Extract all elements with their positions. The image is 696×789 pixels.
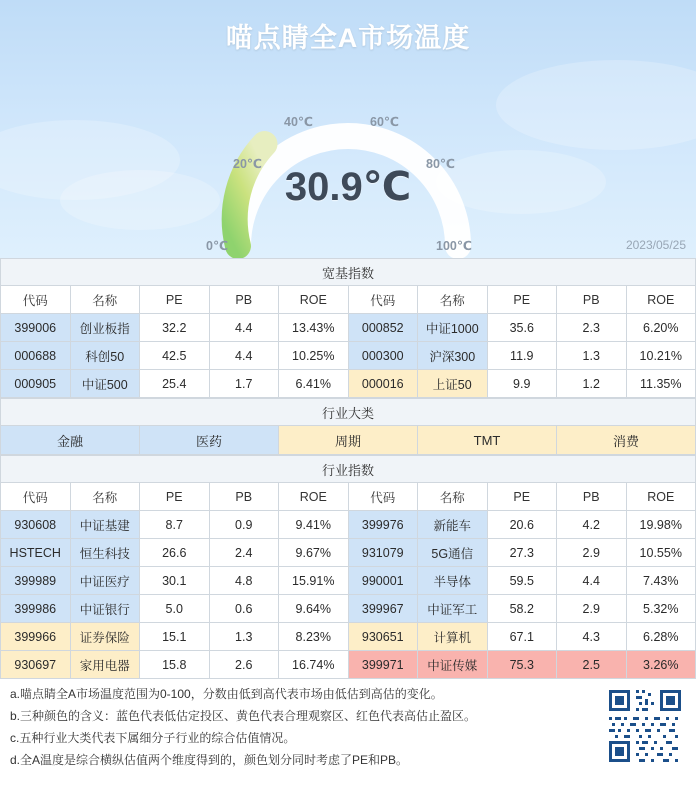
cell-pb: 4.3 [557, 623, 627, 651]
cell-code: 000016 [348, 370, 418, 398]
cell-pe: 75.3 [487, 651, 557, 679]
cell-roe: 10.55% [626, 539, 696, 567]
cell-pb: 4.4 [209, 314, 279, 342]
cell-name: 证券保险 [70, 623, 140, 651]
cell-roe: 11.35% [626, 370, 696, 398]
cell-pe: 35.6 [487, 314, 557, 342]
cell-pe: 59.5 [487, 567, 557, 595]
cell-pe: 11.9 [487, 342, 557, 370]
cell-pe: 8.7 [140, 511, 210, 539]
cell-code: 399989 [1, 567, 71, 595]
footnote-b: b.三种颜色的含义：蓝色代表低估定投区、黄色代表合理观察区、红色代表高估止盈区。 [10, 709, 477, 723]
table-section-title [1, 259, 696, 286]
gauge-tick-40: 40℃ [284, 115, 314, 129]
industry-index-title: 行业指数 [1, 456, 696, 483]
cloud-decoration [496, 60, 696, 150]
cell-code: 000688 [1, 342, 71, 370]
industry-category-title: 行业大类 [1, 399, 696, 426]
cell-code: 399967 [348, 595, 418, 623]
cell-pe: 30.1 [140, 567, 210, 595]
table-row [1, 539, 696, 567]
cell-roe: 13.43% [279, 314, 349, 342]
cell-pe: 9.9 [487, 370, 557, 398]
cell-pe: 25.4 [140, 370, 210, 398]
cell-pb: 4.2 [557, 511, 627, 539]
cell-name: 家用电器 [70, 651, 140, 679]
cell-code: 000852 [348, 314, 418, 342]
table-row [1, 342, 696, 370]
col-pe-right: PE [487, 483, 557, 511]
cell-name: 创业板指 [70, 314, 140, 342]
gauge-tick-100: 100℃ [436, 239, 472, 253]
cell-pb: 2.9 [557, 539, 627, 567]
table-header-row [1, 483, 696, 511]
cell-name: 中证500 [70, 370, 140, 398]
cell-name: 新能车 [418, 511, 488, 539]
broad-index-table [0, 258, 696, 398]
qr-code[interactable] [606, 687, 684, 765]
cell-pb: 2.5 [557, 651, 627, 679]
industry-category-row [1, 426, 696, 455]
cell-pe: 15.8 [140, 651, 210, 679]
cell-pb: 1.2 [557, 370, 627, 398]
cell-name: 上证50 [418, 370, 488, 398]
cell-code: 399966 [1, 623, 71, 651]
industry-index-table [0, 455, 696, 679]
cell-code: 399986 [1, 595, 71, 623]
col-roe-left: ROE [279, 286, 349, 314]
col-pe-right: PE [487, 286, 557, 314]
cell-name: 计算机 [418, 623, 488, 651]
cell-name: 半导体 [418, 567, 488, 595]
category-consumer: 消费 [557, 426, 696, 455]
col-name-left: 名称 [70, 286, 140, 314]
gauge-tick-80: 80℃ [426, 157, 456, 171]
table-header-row [1, 286, 696, 314]
cell-roe: 6.20% [626, 314, 696, 342]
cell-roe: 5.32% [626, 595, 696, 623]
cell-name: 中证1000 [418, 314, 488, 342]
cell-code: 399006 [1, 314, 71, 342]
cell-code: 000905 [1, 370, 71, 398]
cell-roe: 16.74% [279, 651, 349, 679]
cell-roe: 9.67% [279, 539, 349, 567]
cell-code: 931079 [348, 539, 418, 567]
cell-pb: 2.4 [209, 539, 279, 567]
col-pe-left: PE [140, 483, 210, 511]
cell-pe: 15.1 [140, 623, 210, 651]
cell-roe: 15.91% [279, 567, 349, 595]
cell-code: HSTECH [1, 539, 71, 567]
page-title: 喵点睛全A市场温度 [225, 23, 471, 53]
cell-roe: 7.43% [626, 567, 696, 595]
cell-roe: 8.23% [279, 623, 349, 651]
col-pb-left: PB [209, 483, 279, 511]
col-pe-left: PE [140, 286, 210, 314]
footnote-c: c.五种行业大类代表下属细分子行业的综合估值情况。 [10, 731, 296, 745]
cell-pb: 4.4 [209, 342, 279, 370]
cell-roe: 6.28% [626, 623, 696, 651]
cell-roe: 10.25% [279, 342, 349, 370]
cloud-decoration [60, 170, 220, 230]
cell-roe: 9.41% [279, 511, 349, 539]
col-roe-left: ROE [279, 483, 349, 511]
cell-roe: 6.41% [279, 370, 349, 398]
table-row [1, 314, 696, 342]
cell-pe: 32.2 [140, 314, 210, 342]
category-tmt: TMT [418, 426, 557, 455]
footnote-a: a.喵点睛全A市场温度范围为0-100，分数由低到高代表市场由低估到高估的变化。 [10, 687, 443, 701]
cell-pe: 42.5 [140, 342, 210, 370]
cell-name: 5G通信 [418, 539, 488, 567]
cell-pb: 2.9 [557, 595, 627, 623]
broad-index-title: 宽基指数 [1, 259, 696, 286]
temperature-gauge [198, 78, 498, 258]
cell-code: 930697 [1, 651, 71, 679]
cell-pb: 4.8 [209, 567, 279, 595]
cell-roe: 3.26% [626, 651, 696, 679]
col-code-left: 代码 [1, 286, 71, 314]
col-code-left: 代码 [1, 483, 71, 511]
cell-pb: 4.4 [557, 567, 627, 595]
cell-name: 中证传媒 [418, 651, 488, 679]
col-name-left: 名称 [70, 483, 140, 511]
cell-pe: 26.6 [140, 539, 210, 567]
temperature-value: 30.9℃ [284, 165, 412, 209]
gauge-tick-0: 0℃ [206, 239, 229, 253]
gauge-hero [0, 0, 696, 258]
industry-category-table [0, 398, 696, 455]
cell-code: 930651 [348, 623, 418, 651]
cell-name: 中证军工 [418, 595, 488, 623]
footnotes [0, 679, 696, 768]
col-name-right: 名称 [418, 483, 488, 511]
cell-name: 中证基建 [70, 511, 140, 539]
cell-roe: 10.21% [626, 342, 696, 370]
table-section-title [1, 456, 696, 483]
cell-roe: 9.64% [279, 595, 349, 623]
report-date: 2023/05/25 [625, 238, 686, 252]
cell-code: 990001 [348, 567, 418, 595]
table-row [1, 370, 696, 398]
table-row [1, 511, 696, 539]
cell-pe: 20.6 [487, 511, 557, 539]
table-row [1, 595, 696, 623]
cell-code: 930608 [1, 511, 71, 539]
cell-pe: 5.0 [140, 595, 210, 623]
cell-pb: 1.7 [209, 370, 279, 398]
table-row [1, 651, 696, 679]
col-pb-left: PB [209, 286, 279, 314]
col-pb-right: PB [557, 286, 627, 314]
cell-pb: 0.6 [209, 595, 279, 623]
cell-name: 中证银行 [70, 595, 140, 623]
cell-code: 399971 [348, 651, 418, 679]
col-pb-right: PB [557, 483, 627, 511]
cell-pb: 2.3 [557, 314, 627, 342]
col-roe-right: ROE [626, 286, 696, 314]
cell-pb: 0.9 [209, 511, 279, 539]
table-row [1, 623, 696, 651]
cell-pb: 1.3 [557, 342, 627, 370]
category-finance: 金融 [1, 426, 140, 455]
footnote-d: d.全A温度是综合横纵估值两个维度得到的，颜色划分同时考虑了PE和PB。 [10, 753, 409, 767]
cell-code: 399976 [348, 511, 418, 539]
cell-name: 恒生科技 [70, 539, 140, 567]
cell-name: 中证医疗 [70, 567, 140, 595]
category-pharma: 医药 [140, 426, 279, 455]
cell-pe: 58.2 [487, 595, 557, 623]
cell-pb: 1.3 [209, 623, 279, 651]
cell-name: 沪深300 [418, 342, 488, 370]
cell-pb: 2.6 [209, 651, 279, 679]
col-name-right: 名称 [418, 286, 488, 314]
table-section-title [1, 399, 696, 426]
cell-name: 科创50 [70, 342, 140, 370]
cell-roe: 19.98% [626, 511, 696, 539]
cell-pe: 67.1 [487, 623, 557, 651]
gauge-tick-60: 60℃ [370, 115, 400, 129]
gauge-tick-20: 20℃ [233, 157, 263, 171]
col-code-right: 代码 [348, 286, 418, 314]
table-row [1, 567, 696, 595]
cell-pe: 27.3 [487, 539, 557, 567]
col-code-right: 代码 [348, 483, 418, 511]
category-cyclical: 周期 [279, 426, 418, 455]
cell-code: 000300 [348, 342, 418, 370]
col-roe-right: ROE [626, 483, 696, 511]
